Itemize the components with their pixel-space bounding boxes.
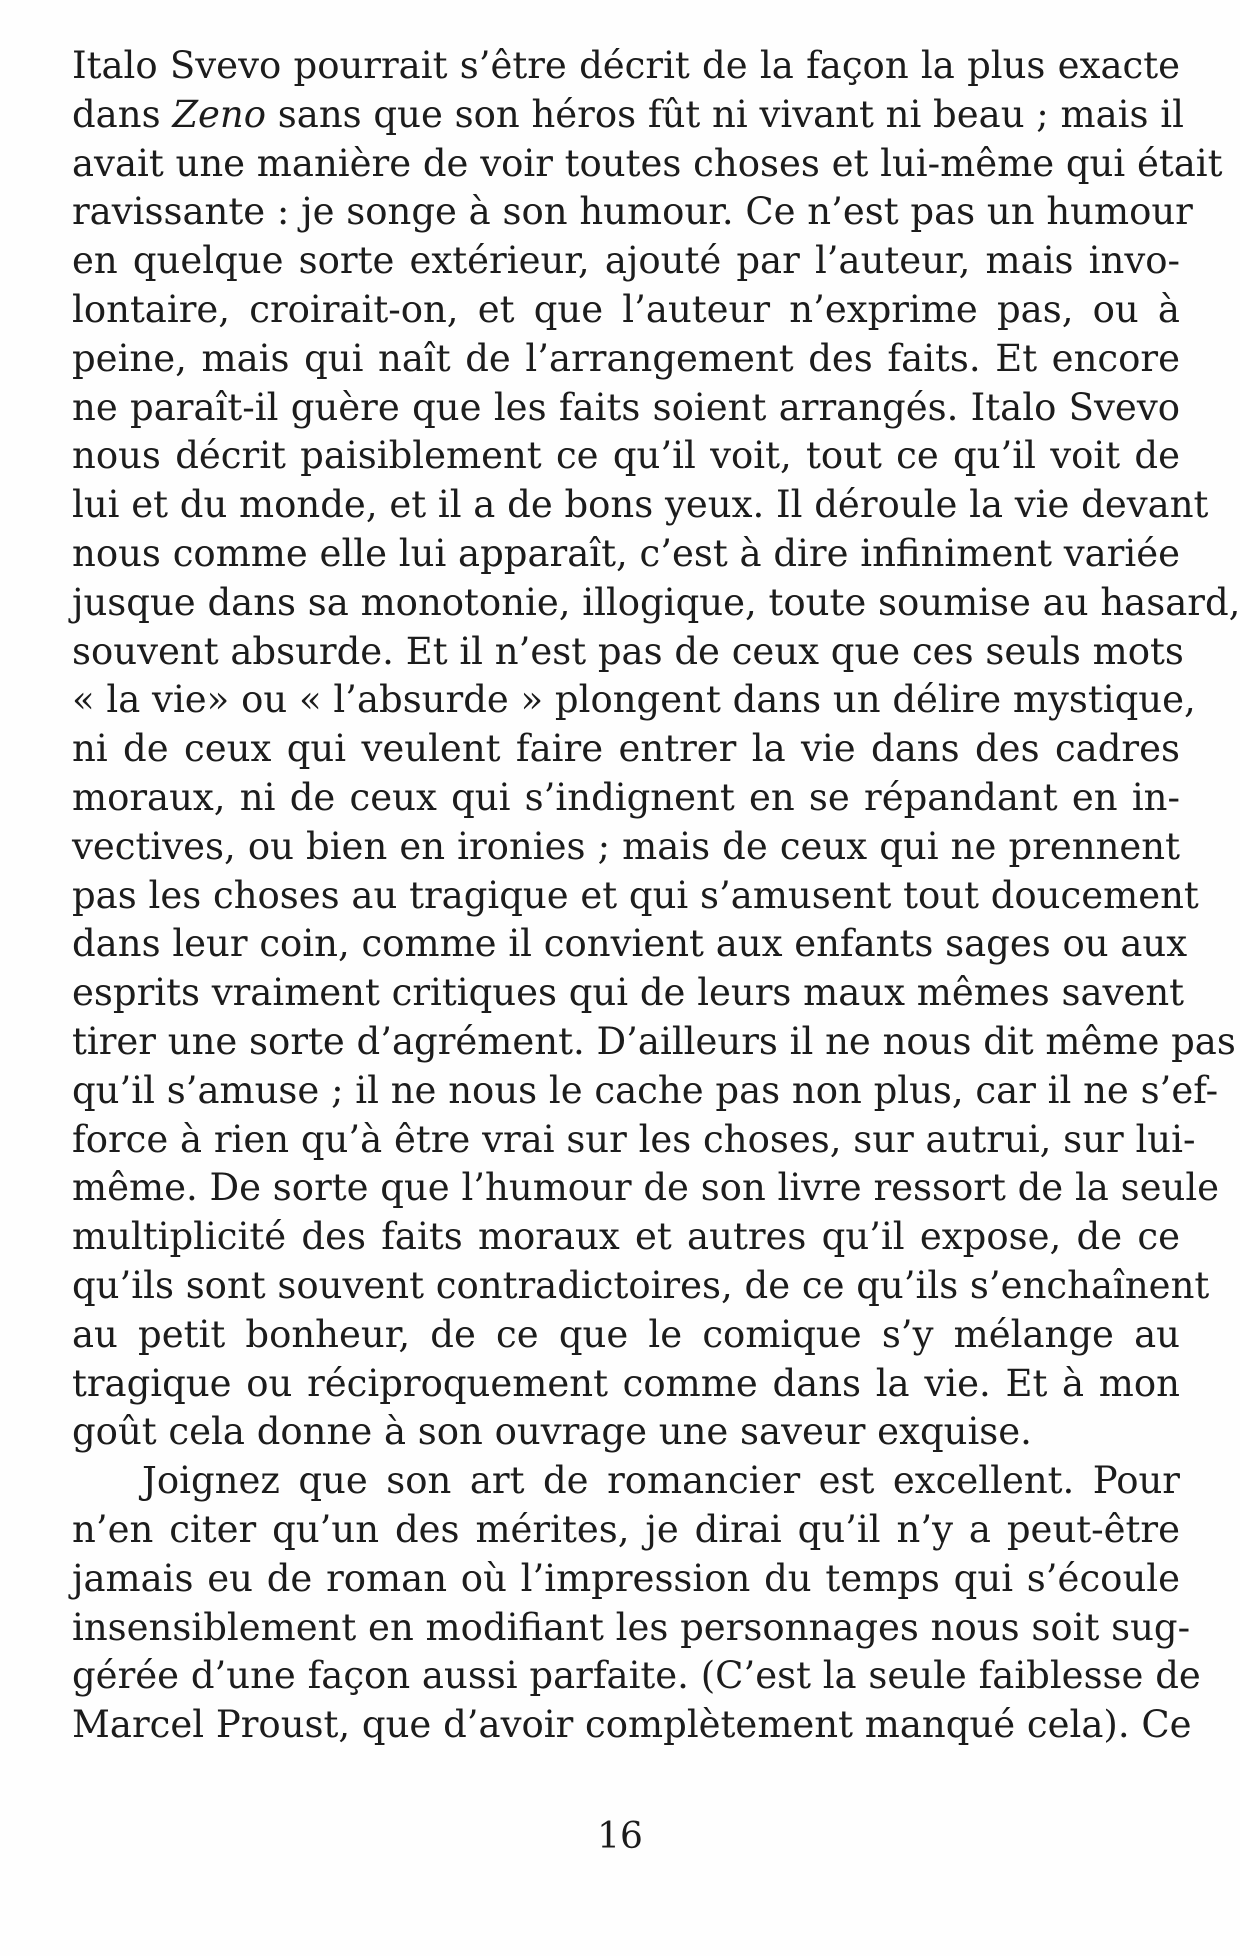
text-line: ravissante : je songe à son humour. Ce n’est pas un humour [72,190,1193,234]
text-line: n’en citer qu’un des mérites, je dirai qu’il n’y a peut-être [72,1507,1180,1551]
text-line: ni de ceux qui veulent faire entrer la vie dans des cadres [72,727,1180,771]
text-line: avait une manière de voir toutes choses et lui-même qui était [72,141,1223,185]
text-line: lui et du monde, et il a de bons yeux. Il déroule la vie devant [72,483,1209,527]
text-line: ne paraît-il guère que les faits soient arrangés. Italo Svevo [72,385,1180,429]
text-line [72,91,1184,140]
text-line: souvent absurde. Et il n’est pas de ceux que ces seuls mots [72,629,1184,673]
text-line: force à rien qu’à être vrai sur les choses, sur autrui, sur lui- [72,1117,1196,1161]
text-line: jamais eu de roman où l’impression du temps qui s’écoule [72,1556,1180,1600]
text-line: jusque dans sa monotonie, illogique, toute soumise au hasard, [72,580,1240,624]
text-line: tragique ou réciproquement comme dans la vie. Et à mon [72,1361,1180,1405]
text-line: Italo Svevo pourrait s’être décrit de la façon la plus exacte [72,44,1180,87]
text-line: qu’il s’amuse ; il ne nous le cache pas non plus, car il ne s’ef- [72,1068,1219,1112]
paragraph-start-line: Joignez que son art de romancier est excellent. Pour [142,1459,1180,1503]
book-title-zeno: Zeno [172,92,267,136]
text-line: pas les choses au tragique et qui s’amusent tout doucement [72,873,1199,917]
paragraph-end-line: goût cela donne à son ouvrage une saveur exquise. [72,1410,1032,1454]
text-fragment: sans que son héros fût ni vivant ni beau ; mais il [266,92,1184,136]
text-line: au petit bonheur, de ce que le comique s’y mélange au [72,1312,1180,1356]
text-line: moraux, ni de ceux qui s’indignent en se répandant en in- [72,775,1180,819]
body-text [72,42,1240,1750]
text-line: vectives, ou bien en ironies ; mais de ceux qui ne prennent [72,824,1180,868]
text-line: qu’ils sont souvent contradictoires, de ce qu’ils s’enchaînent [72,1263,1210,1307]
text-fragment: dans [72,92,173,136]
text-line: dans leur coin, comme il convient aux enfants sages ou aux [72,922,1188,966]
text-line: lontaire, croirait-on, et que l’auteur n’exprime pas, ou à [72,287,1180,331]
text-line: esprits vraiment critiques qui de leurs maux mêmes savent [72,971,1185,1015]
text-line: peine, mais qui naît de l’arrangement des faits. Et encore [72,336,1180,380]
text-line: nous décrit paisiblement ce qu’il voit, tout ce qu’il voit de [72,434,1180,478]
text-line: en quelque sorte extérieur, ajouté par l’auteur, mais invo- [72,239,1180,283]
page-number: 16 [597,1816,643,1857]
text-line: tirer une sorte d’agrément. D’ailleurs il ne nous dit même pas [72,1019,1236,1063]
text-line: insensiblement en modifiant les personnages nous soit sug- [72,1605,1191,1649]
text-line: multiplicité des faits moraux et autres qu’il expose, de ce [72,1215,1180,1259]
text-line: gérée d’une façon aussi parfaite. (C’est la seule faiblesse de [72,1654,1201,1698]
text-line: même. De sorte que l’humour de son livre ressort de la seule [72,1166,1220,1210]
text-line: Marcel Proust, que d’avoir complètement manqué cela). Ce [72,1703,1192,1747]
text-line: « la vie» ou « l’absurde » plongent dans un délire mystique, [72,678,1196,722]
text-line: nous comme elle lui apparaît, c’est à dire infiniment variée [72,531,1180,575]
